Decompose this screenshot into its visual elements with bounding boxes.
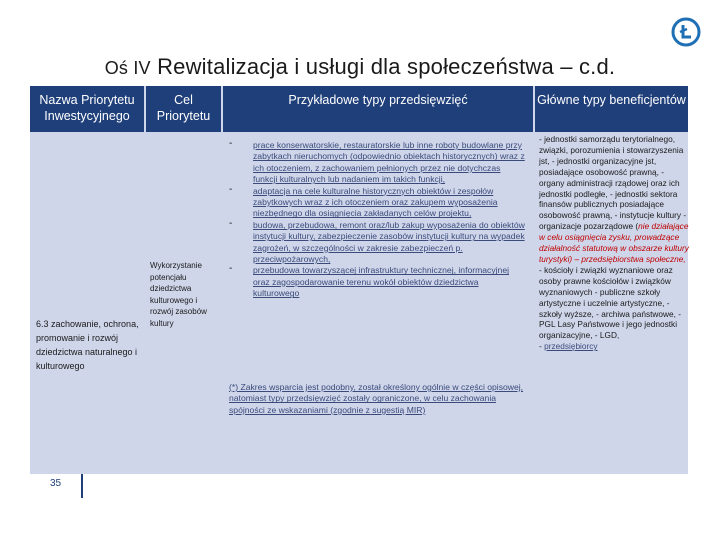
priority-name: 6.3 zachowanie, ochrona, promowanie i rozwój dziedzictwa naturalnego i kulturowego	[36, 319, 139, 371]
title-prefix: Oś IV	[104, 58, 151, 78]
beneficiaries-link[interactable]: przedsiębiorcy	[544, 341, 598, 352]
page-number: 35	[50, 478, 62, 489]
example-text: przebudowa towarzyszącej infrastruktury technicznej, informacyjnej oraz zagospodarowanie terenu wokół obiektów dziedzictwa kulturowego	[253, 265, 510, 299]
lodz-logo-icon	[671, 17, 701, 47]
beneficiaries-last-prefix: -	[539, 341, 545, 352]
examples-cell	[223, 134, 533, 474]
list-item: - przebudowa towarzyszącej infrastruktury technicznej, informacyjnej oraz zagospodarowanie terenu wokół obiektów dziedzictwa kulturowego	[229, 263, 510, 299]
list-item: - budowa, przebudowa, remont oraz/lub zakup wyposażenia do obiektów instytucji kultury, zabezpieczenie zasobów instytucji kultury na wypadek zagrożeń, w szczególności w zakresie zabezpieczeń p. przeciwpożarowych,	[229, 217, 525, 265]
beneficiaries-part2: - kościoły i związki wyznaniowe oraz osoby prawne kościołów i związków wyznaniowych - publiczne szkoły artystyczne i uczelnie artystyczne, - szkoły wyższe, - archiwa państwowe, - PGL Lasy Państwowe i jego jednostki organizacyjne, - LGD,	[539, 264, 682, 341]
beneficiaries-highlight: nie działające w celu osiągnięcia zysku, prowadzące działalność statutową w obszarze kultury turystyki) – przedsiębiorstwa społeczne,	[539, 221, 689, 264]
priority-name-cell	[30, 134, 144, 474]
list-item: - prace konserwatorskie, restauratorskie lub inne roboty budowlane przy zabytkach nieruchomych (odpowiednio obiektach historycznych) wraz z ich otoczeniem, z zachowaniem pełnionych przez nie dotychczas funkcji kulturalnych lub nadaniem im takich funkcji,	[229, 138, 525, 185]
header-examples: Przykładowe typy przedsięwzięć	[223, 86, 533, 132]
priority-table	[30, 86, 688, 474]
priority-goal-cell	[146, 134, 221, 474]
slide-title	[0, 54, 720, 80]
footnote: (*) Zakres wsparcia jest podobny, został określony ogólnie w części opisowej, natomiast typy przedsięwzięć zostały ograniczone, w celu zachowania spójności ze wskazaniami (zgodnie z sugestią MIR)	[229, 382, 524, 415]
beneficiaries-text	[539, 134, 689, 352]
example-text: adaptacja na cele kulturalne historycznych obiektów i zespołów zabytkowych wraz z ich otoczeniem oraz zakupem wyposażenia niezbędnego dla osiągnięcia zakładanych celów projektu,	[253, 185, 498, 219]
header-priority-goal: Cel Priorytetu	[146, 86, 221, 132]
header-beneficiaries: Główne typy beneficjentów	[535, 86, 688, 132]
example-text: budowa, przebudowa, remont oraz/lub zakup wyposażenia do obiektów instytucji kultury, zabezpieczenie zasobów instytucji kultury na wypadek zagrożeń, w szczególności w zakresie zabezpieczeń p. przeciwpożarowych,	[253, 219, 525, 265]
title-main: Rewitalizacja i usługi dla społeczeństwa – c.d.	[157, 54, 616, 79]
example-text: prace konserwatorskie, restauratorskie lub inne roboty budowlane przy zabytkach nieruchomych (odpowiednio obiektach historycznych) wraz z ich otoczeniem, z zachowaniem pełnionych przez nie dotychczas funkcji kulturalnych lub nadaniem im takich funkcji,	[253, 140, 525, 185]
priority-goal: Wykorzystanie potencjału dziedzictwa kulturowego i rozwój zasobów kultury	[150, 261, 207, 328]
list-item: - adaptacja na cele kulturalne historycznych obiektów i zespołów zabytkowych wraz z ich otoczeniem oraz zakupem wyposażenia niezbędnego dla osiągnięcia zakładanych celów projektu,	[229, 183, 498, 219]
examples-list	[229, 140, 527, 300]
page-divider	[81, 474, 83, 498]
beneficiaries-cell	[535, 134, 688, 474]
beneficiaries-part1: - jednostki samorządu terytorialnego, związki, porozumienia i stowarzyszenia jst, - jednostki organizacyjne jst, posiadające osobowość prawną, - organy administracji rządowej oraz ich jednostki podległe, - jednostki sektora finansów publicznych posiadające osobowość prawną, - instytucje kultury - organizacje pozarządowe (	[539, 134, 687, 232]
header-priority-name: Nazwa Priorytetu Inwestycyjnego	[30, 86, 144, 132]
